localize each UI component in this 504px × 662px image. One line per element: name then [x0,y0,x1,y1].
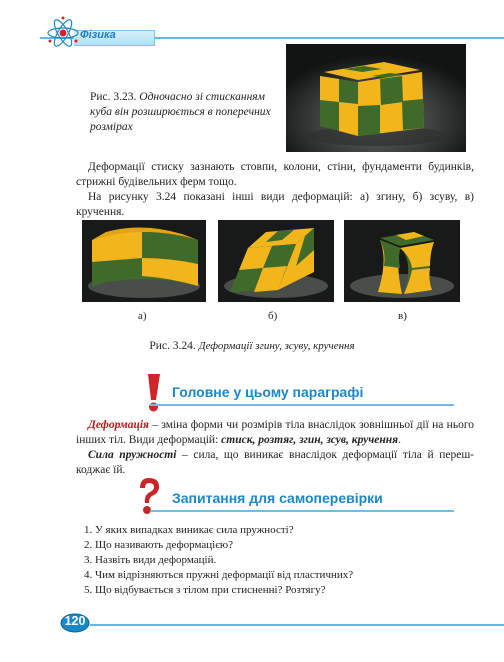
atom-icon [46,16,80,50]
sublabel-c: в) [398,310,407,322]
summary-definition-elastic-force: Сила пружності – сила, що виникає внаслідок деформації тіла й перешкоджає їй. [76,449,475,476]
question-item: 5. Що відбувається з тілом при стисненні? Розтягу? [84,584,326,596]
figure-3-24b-shear-photo [218,220,334,302]
summary-definition-deformation: Деформація – зміна форми чи розмірів тіла внаслідок зовнішньої дії на нього інших тіл. Види деформацій: стиск, розтяг, згин, зсув, кручення. [76,419,474,446]
questions-rule [150,510,454,512]
exclamation-icon [140,372,166,414]
page-number: 120 [64,614,86,628]
figure-3-23-photo [286,44,466,152]
questions-list [84,523,464,598]
summary-title: Головне у цьому параграфі [172,384,364,400]
questions-title: Запитання для самоперевірки [172,490,383,506]
figure-3-24c-torsion-photo [344,220,460,302]
summary-rule [150,404,454,406]
question-item: 3. Назвіть види деформацій. [84,554,217,566]
figure-3-23-caption: Рис. 3.23. Одночасно зі стисканням куба він розширюється в поперечних розмірах [90,91,271,133]
question-item: 4. Чим відрізняються пружні деформації від пластичних? [84,569,354,581]
figure-3-24-caption: Рис. 3.24. Деформації згину, зсуву, кручення [149,340,355,352]
figure-3-24a-bending-photo [82,220,206,302]
sublabel-b: б) [268,310,278,322]
sublabel-a: а) [138,310,147,322]
question-item: 2. Що називають деформацією? [84,539,234,551]
footer-rule [90,624,504,626]
question-item: 1. У яких випадках виникає сила пружності? [84,524,294,536]
paragraph-compression: Деформації стиску зазнають стовпи, колони, стіни, фундаменти будинків, стрижні будівельних ферм тощо. [76,161,474,188]
subject-title: Фізика [80,29,116,41]
paragraph-other-deformations: На рисунку 3.24 показані інші види деформацій: а) згину, б) зсуву, в) кручення. [76,191,474,218]
